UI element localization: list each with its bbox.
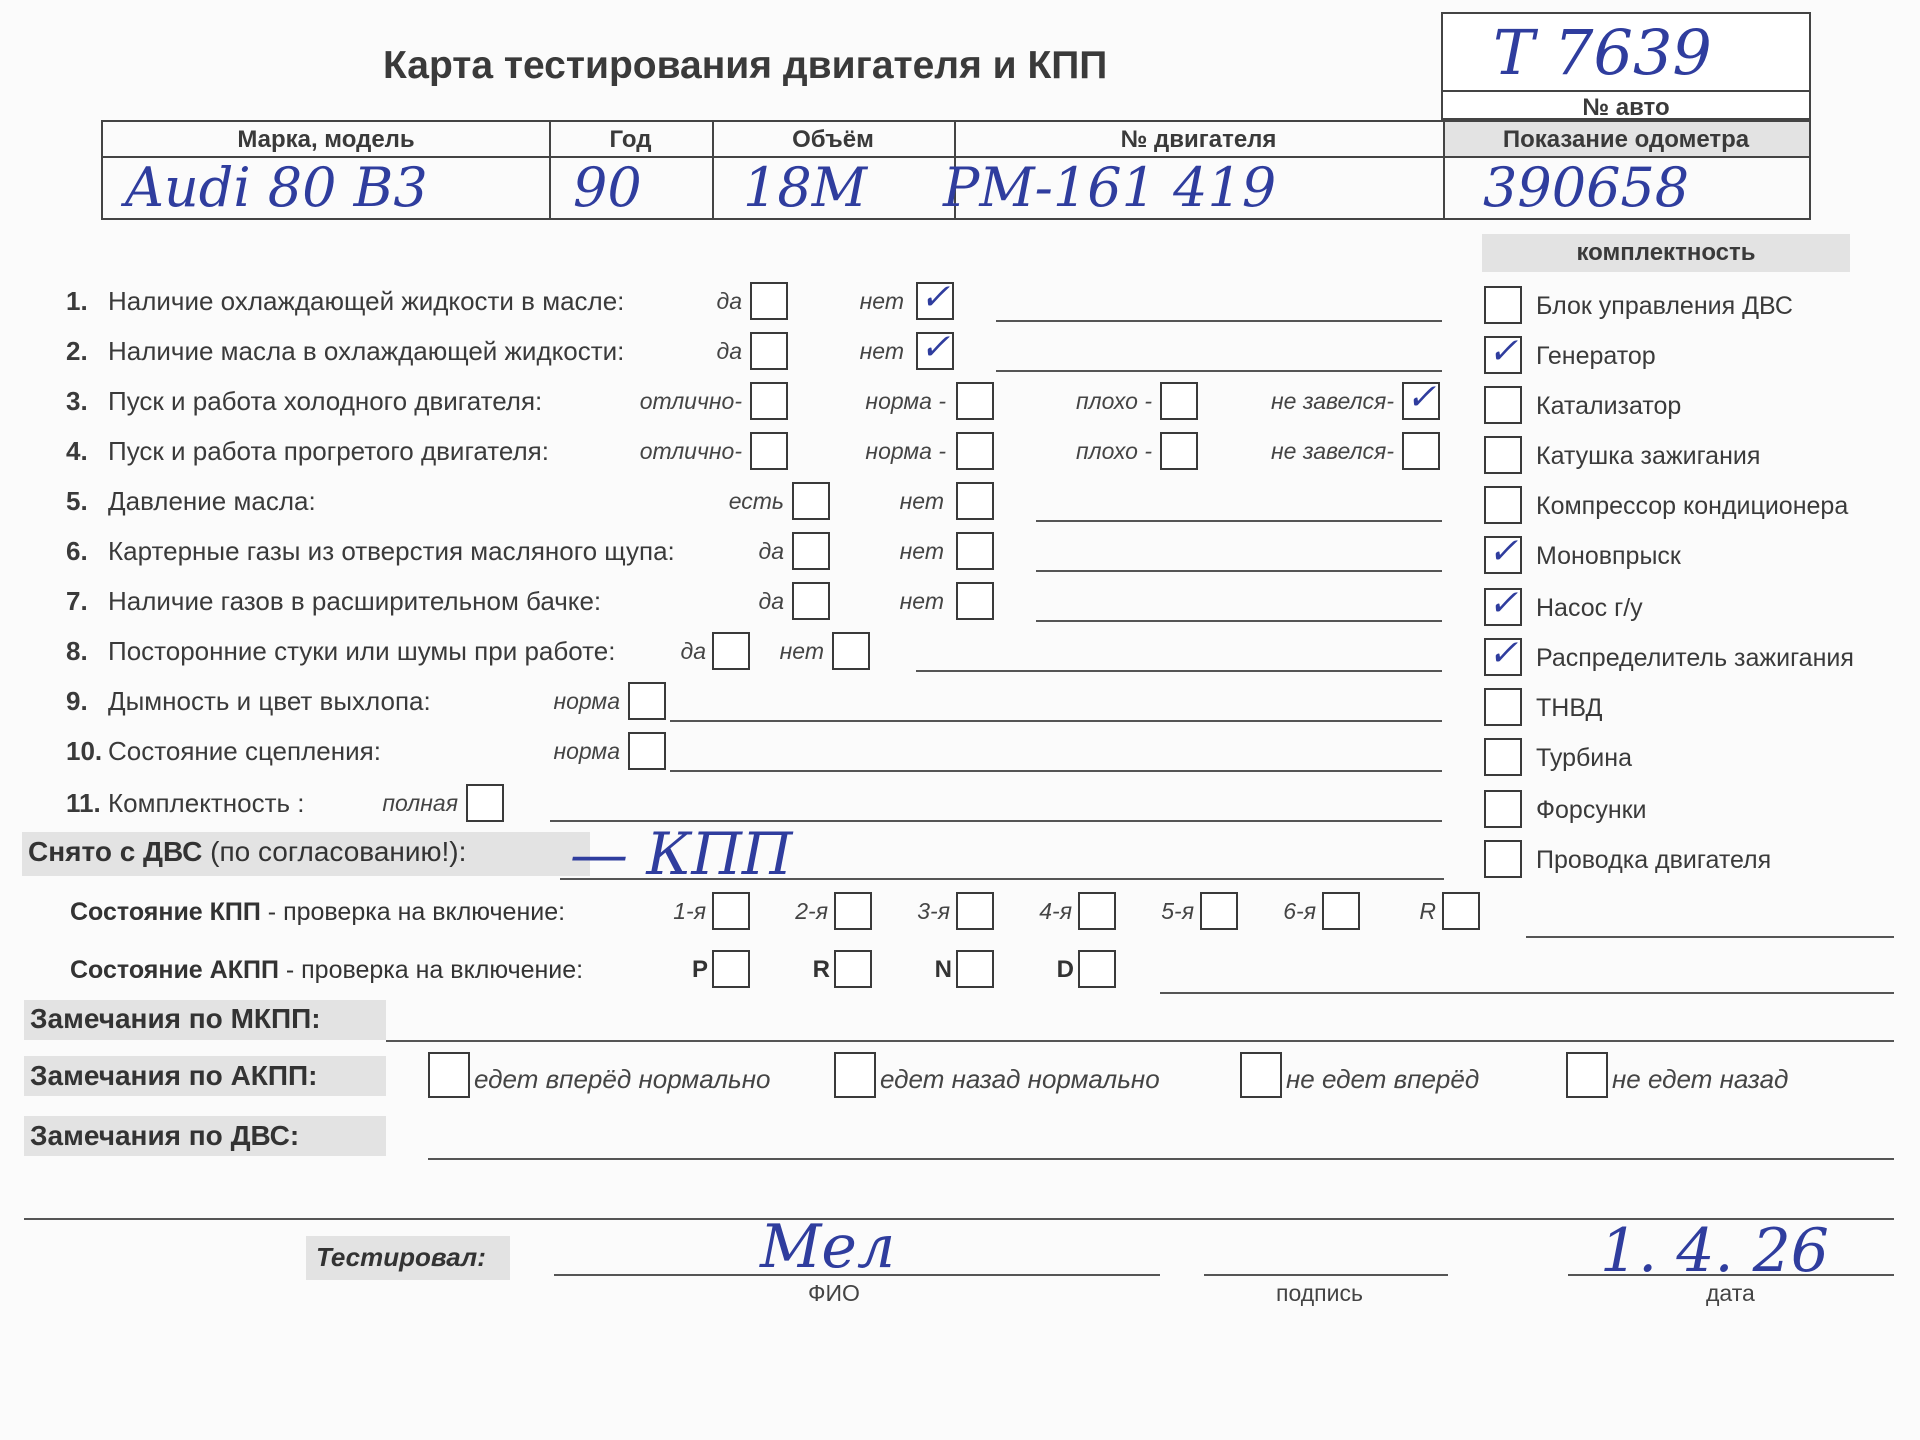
akpp-remark-option: не едет вперёд [1286,1064,1480,1094]
kit-item-label: Компрессор кондиционера [1536,492,1849,520]
gear-label: 4-я [1039,898,1072,924]
checkbox-not-started[interactable] [1402,432,1440,470]
gear-label: 2-я [795,898,828,924]
gear-label: 3-я [917,898,950,924]
checkbox-normal[interactable] [628,732,666,770]
kit-item-label: Генератор [1536,342,1656,370]
kit-item-label: Распределитель зажигания [1536,644,1854,672]
gear-checkbox[interactable] [1078,892,1116,930]
kit-checkbox[interactable] [1484,436,1522,474]
answer-line[interactable] [916,670,1442,672]
question-number: 11. [66,788,101,818]
checkbox-no[interactable] [916,327,954,370]
akpp-mode-checkbox[interactable] [834,950,872,988]
option-excellent: отлично- [639,438,742,464]
removed-handwritten: — КПП [570,820,793,888]
gear-label: R [1419,898,1436,924]
removed-label-normal: (по согласованию!): [210,836,467,867]
kit-item-label: Форсунки [1536,796,1647,824]
kit-checkbox[interactable] [1484,531,1522,574]
akpp-label-bold: Состояние АКПП [70,956,279,984]
checkbox-normal[interactable] [628,682,666,720]
checkbox-no[interactable] [956,482,994,520]
akpp-mode-checkbox[interactable] [956,950,994,988]
kpp-label-bold: Состояние КПП [70,898,261,926]
question-number: 8. [66,636,88,666]
auto-number-handwritten: T 7639 [1493,16,1712,89]
question-number: 7. [66,586,88,616]
question-text: Картерные газы из отверстия масляного щупа: [108,536,675,566]
question-text: Пуск и работа прогретого двигателя: [108,436,549,466]
question-text: Наличие масла в охлаждающей жидкости: [108,336,625,366]
remarks-dvs-label: Замечания по ДВС: [30,1120,300,1151]
check-mark: ✓ [1488,531,1519,572]
checkbox-full[interactable] [466,784,504,822]
checkbox-no[interactable] [916,277,954,320]
option-no: нет [899,538,944,564]
kit-checkbox[interactable] [1484,738,1522,776]
option-not-started: не завелся- [1270,388,1394,414]
removed-line [560,878,1444,880]
model-handwritten: Audi 80 B3 [125,156,428,219]
kit-header: комплектность [1576,239,1756,266]
engine-no-handwritten: PM-161 419 [943,156,1277,219]
option-normal: норма - [865,388,946,414]
question-text: Дымность и цвет выхлопа: [108,686,431,716]
answer-line[interactable] [550,820,1442,822]
checkbox-normal[interactable] [956,382,994,420]
kpp-label [70,898,565,927]
answer-line[interactable] [670,770,1442,772]
answer-line[interactable] [996,320,1442,322]
kit-checkbox[interactable] [1484,633,1522,676]
volume-handwritten: 18M [743,156,868,219]
akpp-remark-checkbox[interactable] [834,1052,876,1098]
fio-line[interactable] [554,1274,1160,1276]
akpp-remark-option: едет назад нормально [880,1064,1160,1094]
gear-label: 5-я [1161,898,1194,924]
col-header-model: Марка, модель [237,126,415,153]
option-yes: да [716,338,742,364]
kit-item-label: Турбина [1536,744,1632,772]
answer-line[interactable] [670,720,1442,722]
checkbox-excellent[interactable] [750,432,788,470]
kit-checkbox[interactable] [1484,331,1522,374]
checkbox-not-started[interactable] [1402,377,1440,420]
answer-line[interactable] [996,370,1442,372]
akpp-remark-checkbox[interactable] [1240,1052,1282,1098]
gear-label: 1-я [673,898,706,924]
option-yes: да [758,588,784,614]
checkbox-no[interactable] [832,632,870,670]
checkbox-normal[interactable] [956,432,994,470]
vehicle-table [101,120,1811,220]
akpp-mode-checkbox[interactable] [712,950,750,988]
checkbox-no[interactable] [956,532,994,570]
option-yes: да [716,288,742,314]
kit-checkbox[interactable] [1484,583,1522,626]
kit-item-label: ТНВД [1536,694,1603,722]
option-yes: есть [728,488,784,514]
option-bad: плохо - [1076,388,1152,414]
remarks-mkpp-line[interactable] [386,1040,1894,1042]
option-full: полная [382,790,458,816]
gear-checkbox[interactable] [1442,892,1480,930]
kpp-line[interactable] [1526,936,1894,938]
option-yes: да [758,538,784,564]
question-number: 4. [66,436,88,466]
kit-checkbox[interactable] [1484,386,1522,424]
remarks-akpp-label: Замечания по АКПП: [30,1060,318,1091]
akpp-remark-option: не едет назад [1612,1064,1789,1094]
question-text: Пуск и работа холодного двигателя: [108,386,543,416]
checkbox-yes[interactable] [792,482,830,520]
check-mark: ✓ [1406,377,1437,418]
tested-by-label: Тестировал: [316,1242,486,1272]
checkbox-excellent[interactable] [750,382,788,420]
checkbox-yes[interactable] [712,632,750,670]
date-line[interactable] [1568,1274,1894,1276]
kit-checkbox[interactable] [1484,840,1522,878]
question-text: Комплектность : [108,788,305,818]
kit-item-label: Катализатор [1536,392,1682,420]
page-title: Карта тестирования двигателя и КПП [383,44,1108,87]
checkbox-bad[interactable] [1160,382,1198,420]
date-handwritten: 1. 4. 26 [1600,1216,1829,1286]
akpp-mode-label: R [812,956,830,983]
col-header-odometer: Показание одометра [1502,126,1750,153]
option-no: нет [859,288,904,314]
akpp-mode-label: N [934,956,952,983]
option-yes: да [680,638,706,664]
year-handwritten: 90 [573,156,642,219]
question-text: Наличие охлаждающей жидкости в масле: [108,286,625,316]
check-mark: ✓ [1488,633,1519,674]
removed-label [28,836,466,868]
kit-item-label: Насос г/у [1536,594,1643,622]
option-normal: норма - [865,438,946,464]
auto-number-box [1441,12,1811,120]
question-text: Состояние сцепления: [108,736,381,766]
checkbox-yes[interactable] [792,582,830,620]
signature-label: подпись [1276,1280,1363,1306]
tester-name-handwritten: Мел [760,1212,896,1282]
akpp-mode-label: P [691,956,708,983]
option-bad: плохо - [1076,438,1152,464]
col-header-year: Год [609,126,652,153]
checkbox-bad[interactable] [1160,432,1198,470]
remarks-mkpp-label: Замечания по МКПП: [30,1003,321,1034]
check-mark: ✓ [920,277,951,318]
option-no: нет [779,638,824,664]
question-number: 3. [66,386,88,416]
removed-label-bold: Снято с ДВС [28,836,203,867]
question-number: 9. [66,686,88,716]
gear-checkbox[interactable] [956,892,994,930]
col-header-volume: Объём [792,126,874,153]
checkbox-yes[interactable] [750,282,788,320]
kit-item-label: Катушка зажигания [1536,442,1761,470]
option-no: нет [859,338,904,364]
option-normal: норма [553,688,620,714]
question-number: 2. [66,336,88,366]
signature-line[interactable] [1204,1274,1448,1276]
auto-number-label: № авто [1582,94,1670,121]
option-no: нет [899,488,944,514]
akpp-label [70,956,583,985]
question-number: 5. [66,486,88,516]
question-number: 1. [66,286,88,316]
akpp-mode-label: D [1056,956,1074,983]
option-not-started: не завелся- [1270,438,1394,464]
gear-checkbox[interactable] [834,892,872,930]
kit-checkbox[interactable] [1484,790,1522,828]
akpp-mode-checkbox[interactable] [1078,950,1116,988]
gear-checkbox[interactable] [1322,892,1360,930]
question-number: 10. [66,736,103,766]
answer-line[interactable] [1036,520,1442,522]
gear-label: 6-я [1283,898,1316,924]
question-text: Посторонние стуки или шумы при работе: [108,636,616,666]
kit-checkbox[interactable] [1484,286,1522,324]
option-no: нет [899,588,944,614]
check-mark: ✓ [920,327,951,368]
col-header-engine-no: № двигателя [1120,126,1277,153]
check-mark: ✓ [1488,331,1519,372]
akpp-remark-checkbox[interactable] [428,1052,470,1098]
question-text: Давление масла: [108,486,316,516]
checkbox-yes[interactable] [750,332,788,370]
remarks-dvs-line[interactable] [428,1158,1894,1160]
kit-item-label: Блок управления ДВС [1536,292,1793,320]
gear-checkbox[interactable] [712,892,750,930]
odometer-handwritten: 390658 [1483,156,1690,219]
checkbox-no[interactable] [956,582,994,620]
option-normal: норма [553,738,620,764]
akpp-label-normal: - проверка на включение: [278,956,584,984]
divider [1443,90,1809,92]
kit-item-label: Моновпрыск [1536,542,1681,570]
answer-line[interactable] [1036,620,1442,622]
gear-checkbox[interactable] [1200,892,1238,930]
date-label: дата [1706,1280,1755,1306]
fio-label: ФИО [808,1280,860,1306]
kit-checkbox[interactable] [1484,486,1522,524]
answer-line[interactable] [1036,570,1442,572]
kit-checkbox[interactable] [1484,688,1522,726]
akpp-remark-checkbox[interactable] [1566,1052,1608,1098]
question-number: 6. [66,536,88,566]
kpp-label-normal: - проверка на включение: [260,898,566,926]
akpp-remark-option: едет вперёд нормально [474,1064,771,1094]
checkbox-yes[interactable] [792,532,830,570]
check-mark: ✓ [1488,583,1519,624]
akpp-line[interactable] [1160,992,1894,994]
option-excellent: отлично- [639,388,742,414]
question-text: Наличие газов в расширительном бачке: [108,586,602,616]
kit-item-label: Проводка двигателя [1536,846,1772,874]
